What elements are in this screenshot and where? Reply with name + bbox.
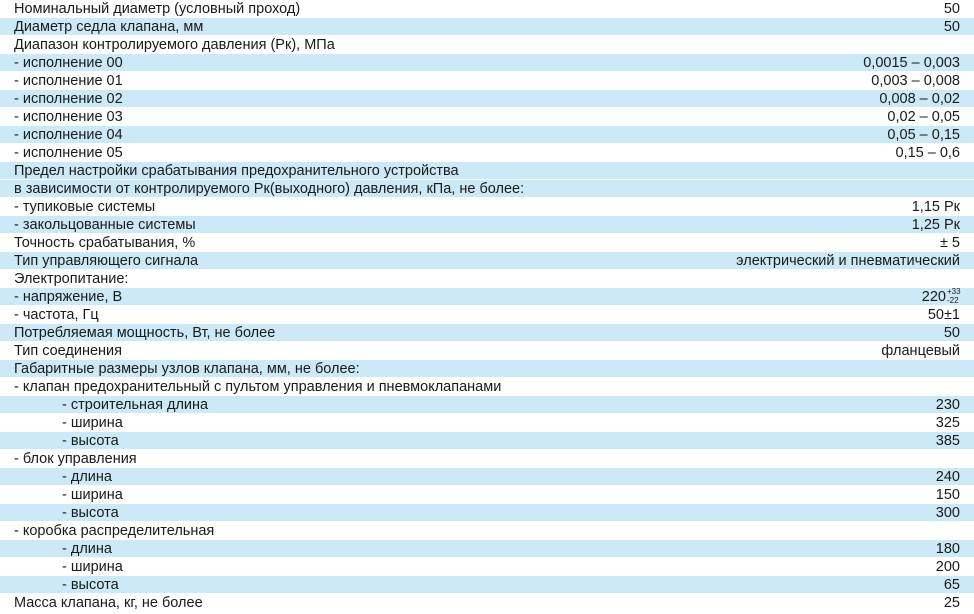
spec-label: - строительная длина (62, 397, 209, 413)
spec-label: - блок управления (14, 451, 137, 467)
spec-row (0, 180, 974, 198)
spec-value-text: 0,008 – 0,02 (879, 91, 960, 107)
spec-label: - высота (62, 577, 119, 593)
spec-row (0, 594, 974, 612)
spec-value (944, 324, 960, 342)
spec-value-text: 240 (935, 469, 960, 485)
spec-row (0, 18, 974, 36)
spec-value (936, 396, 960, 414)
spec-label: - ширина (62, 487, 123, 503)
spec-row (0, 540, 974, 558)
spec-label: - ширина (62, 559, 123, 575)
spec-value-text: 0,05 – 0,15 (887, 127, 960, 143)
spec-value (887, 126, 960, 144)
tolerance-lower: -22 (947, 296, 959, 305)
spec-label: - исполнение 03 (14, 109, 123, 125)
spec-value (871, 72, 960, 90)
spec-value-text: 220 (921, 289, 946, 305)
spec-label: - исполнение 04 (14, 127, 123, 143)
spec-label: Диаметр седла клапана, мм (14, 19, 204, 35)
spec-value-text: 1,15 Рк (911, 199, 960, 215)
spec-value-text: 50 (943, 1, 960, 17)
spec-row (0, 378, 974, 396)
spec-value (936, 414, 960, 432)
spec-row (0, 54, 974, 72)
spec-value (887, 108, 960, 126)
spec-label: Габаритные размеры узлов клапана, мм, не более: (14, 361, 360, 377)
spec-value-text: 1,25 Рк (911, 217, 960, 233)
spec-row (0, 432, 974, 450)
spec-value (896, 144, 961, 162)
spec-label: - высота (62, 433, 119, 449)
spec-row (0, 252, 974, 270)
spec-label: - длина (62, 469, 112, 485)
spec-value-text: 65 (943, 577, 960, 593)
spec-row (0, 72, 974, 90)
spec-label: - длина (62, 541, 112, 557)
spec-row (0, 558, 974, 576)
spec-value (736, 252, 960, 270)
spec-value (936, 468, 960, 486)
spec-label: - коробка распределительная (14, 523, 215, 539)
spec-value (944, 18, 960, 36)
spec-row (0, 504, 974, 522)
spec-row (0, 234, 974, 252)
spec-value-text: 0,0015 – 0,003 (863, 55, 960, 71)
spec-value (944, 576, 960, 594)
spec-label: - высота (62, 505, 119, 521)
spec-value (936, 504, 960, 522)
spec-value (928, 306, 960, 324)
spec-row (0, 486, 974, 504)
spec-row (0, 576, 974, 594)
spec-label: - частота, Гц (14, 307, 99, 323)
spec-value-text: 230 (935, 397, 960, 413)
spec-label: - клапан предохранительный с пультом управления и пневмоклапанами (14, 379, 502, 395)
spec-value (940, 234, 960, 252)
spec-row (0, 36, 974, 54)
spec-label: - тупиковые системы (14, 199, 156, 215)
spec-row (0, 468, 974, 486)
spec-label: - ширина (62, 415, 123, 431)
spec-label: Диапазон контролируемого давления (Рк), МПа (14, 37, 335, 53)
spec-row (0, 414, 974, 432)
spec-row (0, 360, 974, 378)
spec-value (936, 486, 960, 504)
spec-row (0, 216, 974, 234)
spec-value-text: 300 (935, 505, 960, 521)
spec-value (912, 216, 960, 234)
spec-row (0, 162, 974, 180)
spec-label: Тип соединения (14, 343, 123, 359)
spec-row (0, 126, 974, 144)
spec-value-text: фланцевый (881, 343, 960, 359)
spec-label: - закольцованные системы (14, 217, 196, 233)
spec-value-text: 0,15 – 0,6 (895, 145, 960, 161)
spec-row (0, 198, 974, 216)
spec-value (944, 0, 960, 18)
spec-value (922, 288, 960, 306)
spec-value-text: 0,003 – 0,008 (871, 73, 960, 89)
spec-value-text: 0,02 – 0,05 (887, 109, 960, 125)
spec-value-text: 50±1 (927, 307, 960, 323)
spec-label: - напряжение, В (14, 289, 123, 305)
tolerance-stack (946, 288, 960, 306)
tolerance-upper: +33 (947, 287, 961, 296)
spec-value (936, 558, 960, 576)
spec-row (0, 270, 974, 288)
spec-value-text: 385 (935, 433, 960, 449)
spec-label: - исполнение 02 (14, 91, 123, 107)
spec-row (0, 0, 974, 18)
spec-row (0, 144, 974, 162)
spec-row (0, 288, 974, 306)
spec-label: - исполнение 01 (14, 73, 123, 89)
spec-value (881, 342, 960, 360)
spec-label: Номинальный диаметр (условный проход) (14, 1, 301, 17)
spec-value-text: 325 (935, 415, 960, 431)
spec-label: Точность срабатывания, % (14, 235, 196, 251)
spec-value-text: 150 (935, 487, 960, 503)
spec-label: Предел настройки срабатывания предохранительного устройства (14, 163, 459, 179)
spec-row (0, 324, 974, 342)
spec-label: Электропитание: (14, 271, 129, 287)
spec-value (936, 432, 960, 450)
spec-row (0, 396, 974, 414)
spec-label: Тип управляющего сигнала (14, 253, 199, 269)
spec-label: - исполнение 00 (14, 55, 123, 71)
spec-value-text: 50 (943, 19, 960, 35)
spec-label: в зависимости от контролируемого Рк(выходного) давления, кПа, не более: (14, 181, 525, 197)
spec-row (0, 450, 974, 468)
spec-value (879, 90, 960, 108)
spec-row (0, 306, 974, 324)
spec-value-text: ± 5 (939, 235, 960, 251)
spec-value-text: 25 (943, 595, 960, 611)
spec-label: - исполнение 05 (14, 145, 123, 161)
spec-value (936, 540, 960, 558)
spec-value (944, 594, 960, 612)
spec-row (0, 342, 974, 360)
spec-value-text: 50 (943, 325, 960, 341)
spec-row (0, 90, 974, 108)
spec-label: Масса клапана, кг, не более (14, 595, 203, 611)
spec-value (863, 54, 960, 72)
spec-value (912, 198, 960, 216)
spec-row (0, 522, 974, 540)
spec-label: Потребляемая мощность, Вт, не более (14, 325, 276, 341)
spec-value-text: 180 (935, 541, 960, 557)
spec-value-text: 200 (935, 559, 960, 575)
spec-value-text: электрический и пневматический (736, 253, 960, 269)
spec-row (0, 108, 974, 126)
